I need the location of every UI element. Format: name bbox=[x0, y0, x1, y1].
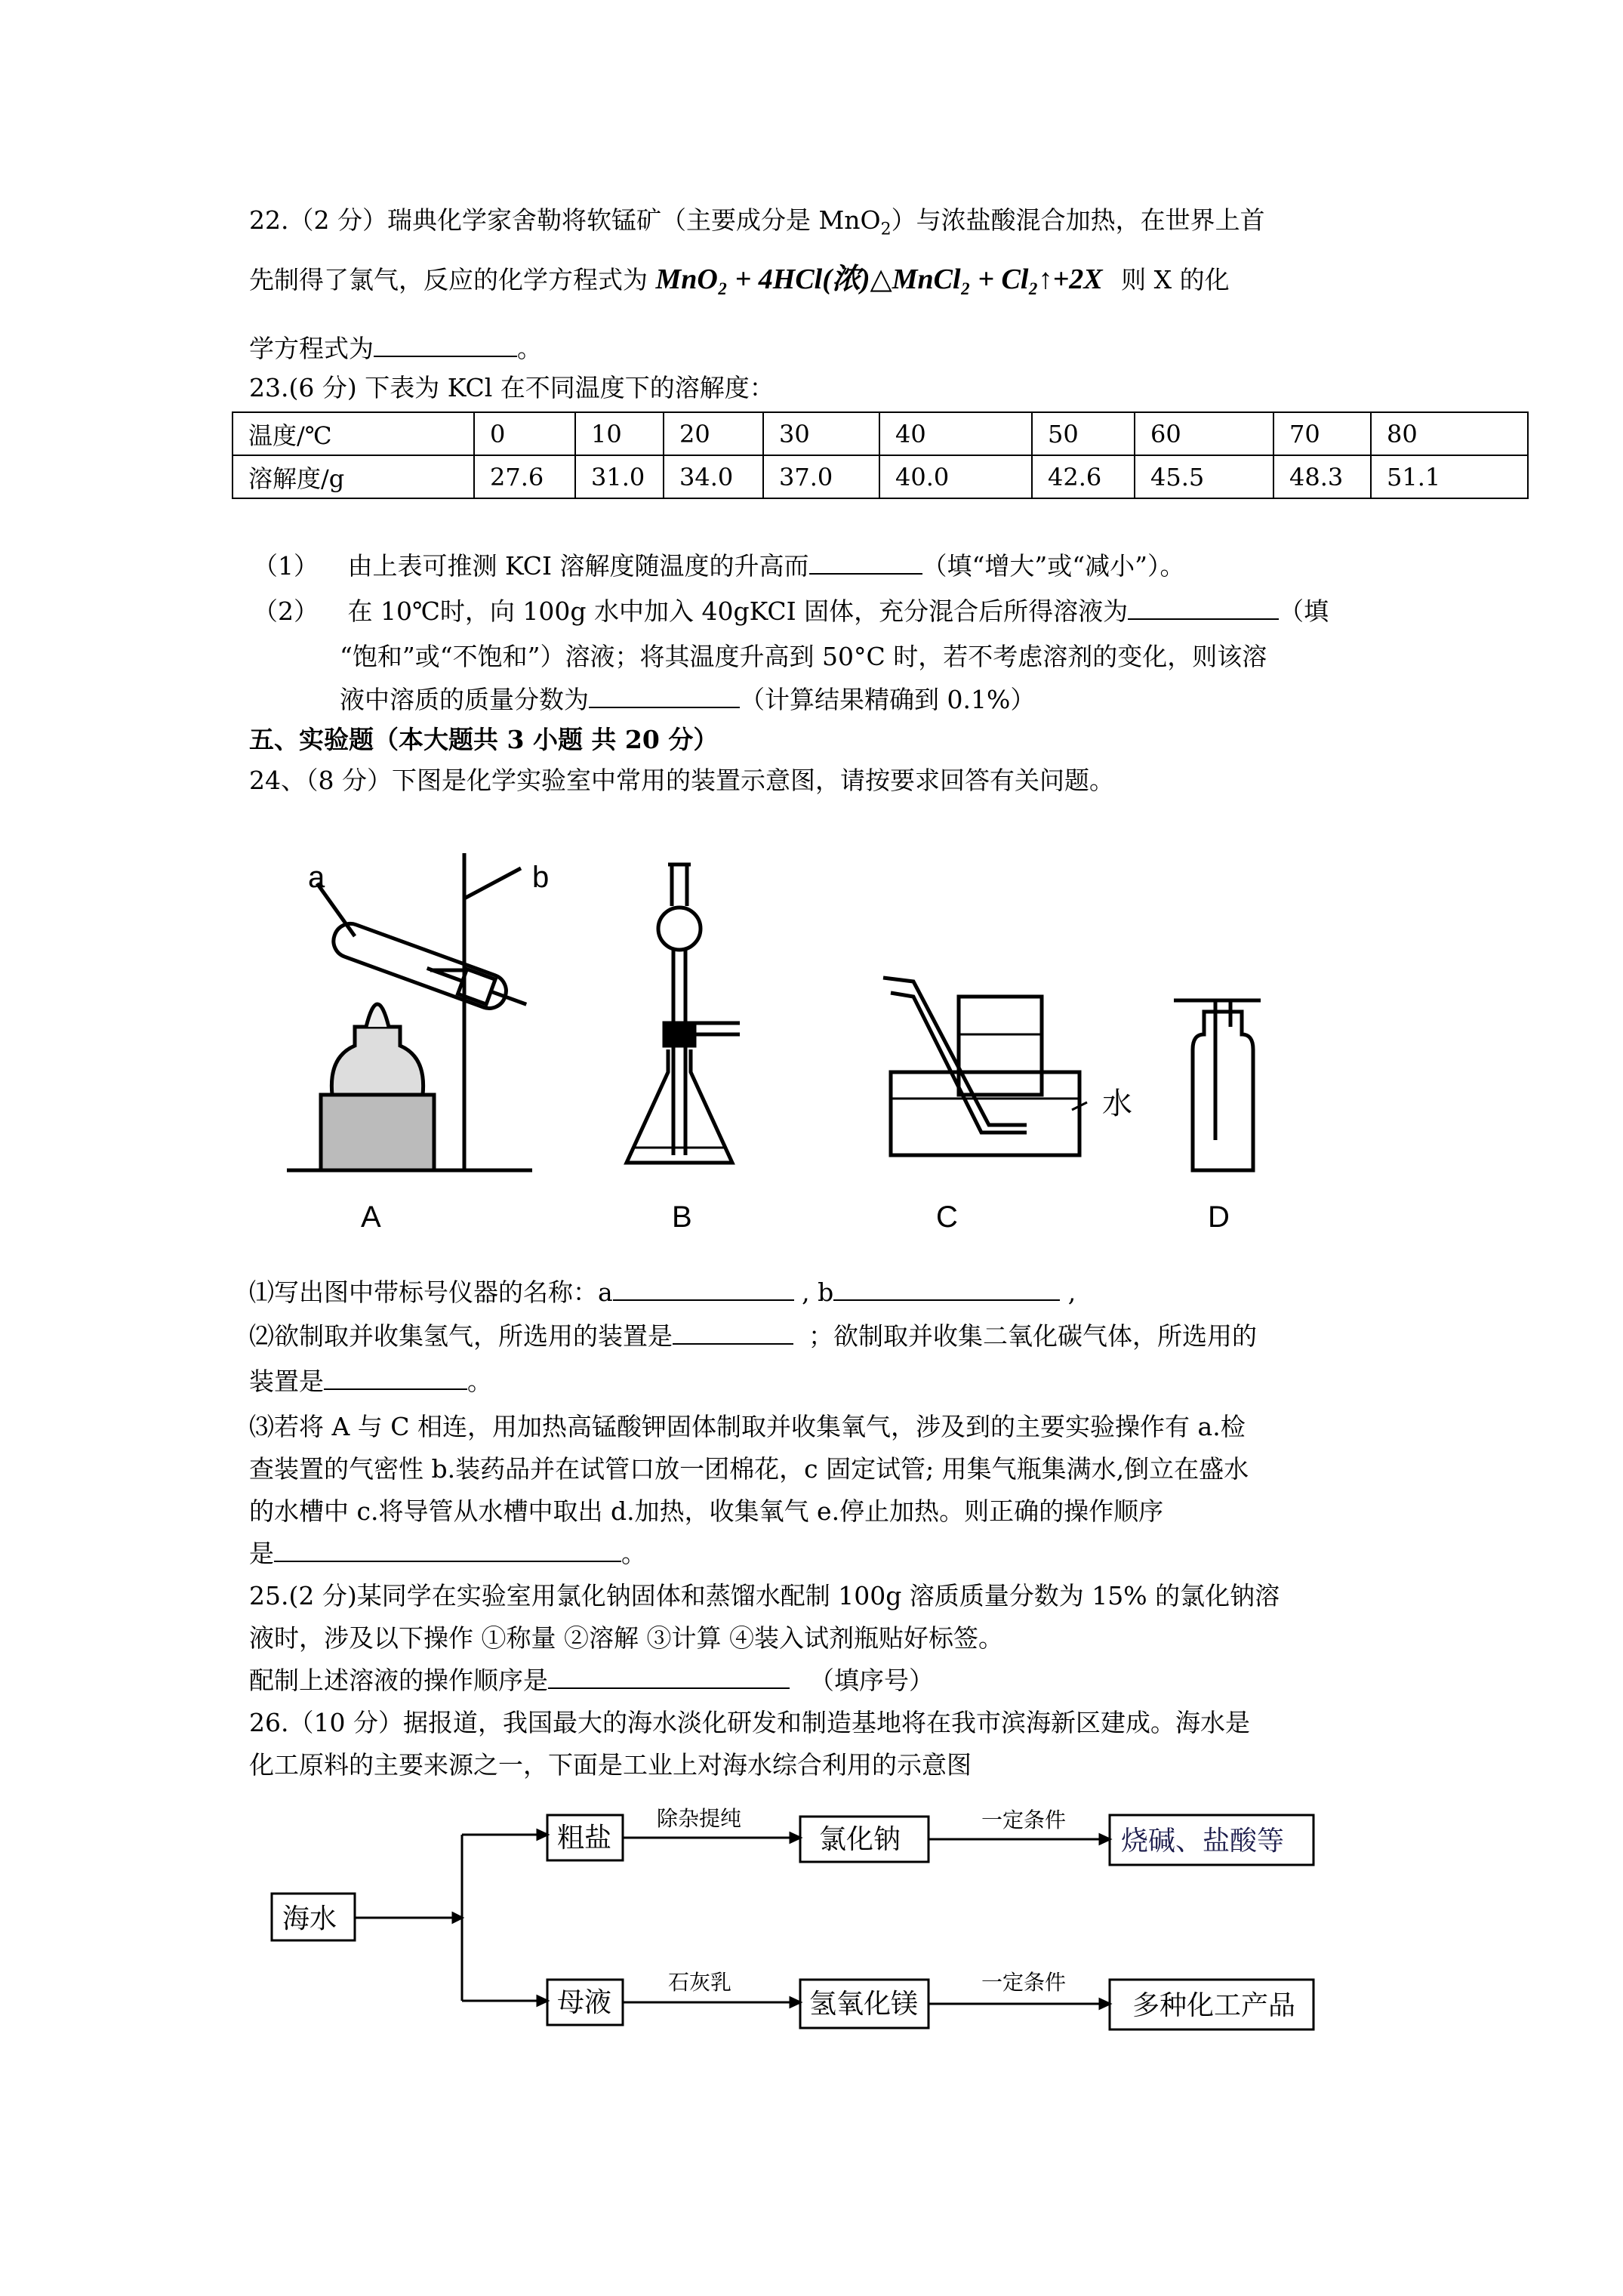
q24-sub2: ⑵欲制取并收集氢气，所选用的装置是 ；欲制取并收集二氧化碳气体，所选用的 bbox=[249, 1321, 1257, 1351]
label-apparatus-a: A bbox=[361, 1200, 381, 1234]
answer-blank[interactable] bbox=[589, 684, 740, 708]
answer-blank[interactable] bbox=[374, 333, 517, 357]
q23-intro: 23.(6 分) 下表为 KCl 在不同温度下的溶解度： bbox=[249, 373, 775, 402]
apparatus-d bbox=[1174, 1000, 1261, 1170]
answer-blank[interactable] bbox=[274, 1538, 621, 1562]
flow-label-lime: 石灰乳 bbox=[668, 1970, 732, 1995]
q25-line1: 25.(2 分)某同学在实验室用氯化钠固体和蒸馏水配制 100g 溶质质量分数为 15% 的氯化钠溶 bbox=[249, 1581, 1280, 1610]
solubility-table bbox=[232, 411, 1529, 499]
q24-sub3-line2: 查装置的气密性 b.装药品并在试管口放一团棉花，c 固定试管; 用集气瓶集满水,倒立在盛水 bbox=[249, 1454, 1249, 1484]
label-a: a bbox=[308, 861, 325, 894]
flow-crude-salt: 粗盐 bbox=[557, 1823, 612, 1854]
q24-sub1: ⑴写出图中带标号仪器的名称：a , b , bbox=[249, 1277, 1076, 1307]
answer-blank[interactable] bbox=[809, 550, 922, 575]
answer-blank[interactable] bbox=[548, 1665, 790, 1689]
apparatus-c bbox=[883, 978, 1087, 1155]
q24-sub3-line3: 的水槽中 c.将导管从水槽中取出 d.加热，收集氧气 e.停止加热。则正确的操作顺序 bbox=[249, 1496, 1164, 1526]
label-b: b bbox=[532, 861, 550, 894]
q26-line2: 化工原料的主要来源之一，下面是工业上对海水综合利用的示意图 bbox=[249, 1750, 972, 1780]
table-row: 溶解度/g 27.6 31.0 34.0 37.0 40.0 42.6 45.5 48.3 51.1 bbox=[233, 455, 1528, 498]
answer-blank[interactable] bbox=[1128, 596, 1279, 620]
flow-nacl: 氯化钠 bbox=[819, 1824, 901, 1855]
q25-line2: 液时，涉及以下操作 ①称量 ②溶解 ③计算 ④装入试剂瓶贴好标签。 bbox=[249, 1623, 1003, 1653]
lab-apparatus-figure bbox=[272, 823, 1313, 1246]
answer-blank[interactable] bbox=[613, 1277, 794, 1301]
flow-seawater: 海水 bbox=[282, 1903, 337, 1934]
section-heading: 五、实验题（本大题共 3 小题 共 20 分） bbox=[249, 725, 719, 754]
label-apparatus-b: B bbox=[672, 1200, 692, 1234]
answer-blank[interactable] bbox=[833, 1277, 1060, 1301]
q23-part1: （1） 由上表可推测 KCI 溶解度随温度的升高而 （填“增大”或“减小”）。 bbox=[253, 551, 1185, 581]
q23-part2-line2: “饱和”或“不饱和”）溶液；将其温度升高到 50°C 时，若不考虑溶剂的变化，则该溶 bbox=[340, 642, 1267, 671]
chemical-equation: MnO₂ + 4HCl(浓)△MnCl₂ + Cl₂↑+2X bbox=[655, 264, 1103, 295]
flow-product1: 烧碱、盐酸等 bbox=[1121, 1826, 1285, 1857]
label-apparatus-d: D bbox=[1208, 1200, 1230, 1234]
flow-label-condition1: 一定条件 bbox=[981, 1808, 1067, 1832]
flow-label-purify: 除杂提纯 bbox=[657, 1806, 742, 1831]
flow-mother-liquor: 母液 bbox=[557, 1987, 612, 2018]
q26-line1: 26.（10 分）据报道，我国最大的海水淡化研发和制造基地将在我市滨海新区建成。海水是 bbox=[249, 1708, 1250, 1737]
seawater-flow-diagram bbox=[264, 1804, 1397, 2054]
q23-part2: （2） 在 10℃时，向 100g 水中加入 40gKCI 固体，充分混合后所得溶液为 （填 bbox=[253, 596, 1329, 626]
label-apparatus-c: C bbox=[936, 1200, 958, 1234]
flow-mgoh2: 氢氧化镁 bbox=[809, 1989, 919, 2020]
q24-intro: 24、（8 分）下图是化学实验室中常用的装置示意图，请按要求回答有关问题。 bbox=[249, 766, 1114, 795]
table-row: 温度/℃ 0 10 20 30 40 50 60 70 80 bbox=[233, 412, 1528, 455]
q24-sub2-line2: 装置是 。 bbox=[249, 1367, 492, 1396]
apparatus-a bbox=[287, 853, 532, 1170]
apparatus-b bbox=[627, 864, 740, 1163]
q24-sub3-line1: ⑶若将 A 与 C 相连，用加热高锰酸钾固体制取并收集氧气，涉及到的主要实验操作有 a.检 bbox=[249, 1412, 1246, 1441]
flow-product2: 多种化工产品 bbox=[1132, 1990, 1296, 2021]
q22-line3: 学方程式为 。 bbox=[249, 334, 542, 363]
answer-blank[interactable] bbox=[673, 1321, 793, 1345]
q24-sub3-line4: 是 。 bbox=[249, 1539, 646, 1568]
q23-part2-line3: 液中溶质的质量分数为 （计算结果精确到 0.1%） bbox=[340, 685, 1036, 714]
label-water: 水 bbox=[1102, 1087, 1132, 1120]
answer-blank[interactable] bbox=[324, 1366, 467, 1390]
q22-line2: 先制得了氯气，反应的化学方程式为 MnO₂ + 4HCl(浓)△MnCl₂ + Cl₂↑+2X 则 X 的化 bbox=[249, 264, 1230, 295]
flow-label-condition2: 一定条件 bbox=[981, 1970, 1067, 1995]
q25-line3: 配制上述溶液的操作顺序是 （填序号） bbox=[249, 1666, 934, 1695]
q22-line1: 22.（2 分）瑞典化学家舍勒将软锰矿（主要成分是 MnO$_2$）与浓盐酸混合加热，在世界上首 bbox=[249, 205, 1265, 239]
